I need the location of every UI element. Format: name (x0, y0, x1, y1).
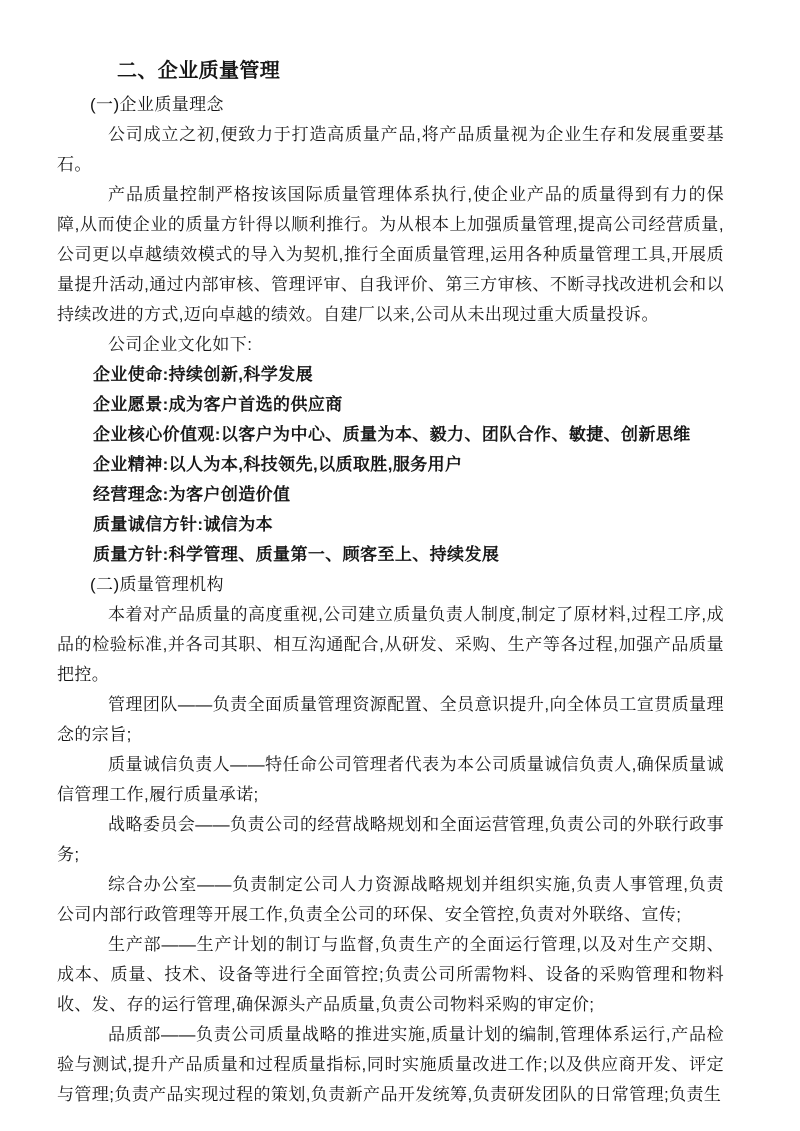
document-title: 二、企业质量管理 (117, 60, 281, 82)
paragraph: 产品质量控制严格按该国际质量管理体系执行,使企业产品的质量得到有力的保障,从而使企业的质量方针得以顺利推行。为从根本上加强质量管理,提高公司经营质量,公司更以卓越绩效模式的导入为契机,推行全面质量管理,运用各种质量管理工具,开展质量提升活动,通过内部审核、管理评审、自我评价、第三方审核、不断寻找改进机会和以持续改进的方式,迈向卓越的绩效。自建厂以来,公司从未出现过重大质量投诉。 (57, 185, 724, 324)
culture-value-line: 企业精神:以人为本,科技领先,以质取胜,服务用户 (93, 455, 463, 474)
paragraph: 战略委员会——负责公司的经营战略规划和全面运营管理,负责公司的外联行政事务; (57, 815, 724, 864)
culture-value-line: 企业使命:持续创新,科学发展 (93, 365, 313, 384)
section-heading: (一)企业质量理念 (90, 95, 224, 114)
paragraph: 本着对产品质量的高度重视,公司建立质量负责人制度,制定了原材料,过程工序,成品的检验标准,并各司其职、相互沟通配合,从研发、采购、生产等各过程,加强产品质量把控。 (57, 605, 724, 684)
paragraph: 生产部——生产计划的制订与监督,负责生产的全面运行管理,以及对生产交期、成本、质量、技术、设备等进行全面管控;负责公司所需物料、设备的采购管理和物料收、发、存的运行管理,确保源头产品质量,负责公司物料采购的审定价; (57, 935, 724, 1014)
culture-value-line: 经营理念:为客户创造价值 (93, 485, 291, 504)
culture-value-line: 质量诚信方针:诚信为本 (93, 515, 274, 534)
paragraph: 管理团队——负责全面质量管理资源配置、全员意识提升,向全体员工宣贯质量理念的宗旨; (57, 695, 724, 744)
paragraph: 品质部——负责公司质量战略的推进实施,质量计划的编制,管理体系运行,产品检验与测试,提升产品质量和过程质量指标,同时实施质量改进工作;以及供应商开发、评定与管理;负责产品实现过程的策划,负责新产品开发统筹,负责研发团队的日常管理;负责生 (57, 1025, 724, 1104)
culture-value-line: 质量方针:科学管理、质量第一、顾客至上、持续发展 (93, 545, 500, 564)
culture-value-line: 企业核心价值观:以客户为中心、质量为本、毅力、团队合作、敏捷、创新思维 (93, 425, 691, 444)
culture-value-line: 企业愿景:成为客户首选的供应商 (93, 395, 343, 414)
paragraph: 公司企业文化如下: (108, 335, 253, 354)
paragraph: 质量诚信负责人——特任命公司管理者代表为本公司质量诚信负责人,确保质量诚信管理工作,履行质量承诺; (57, 755, 724, 804)
paragraph: 综合办公室——负责制定公司人力资源战略规划并组织实施,负责人事管理,负责公司内部行政管理等开展工作,负责全公司的环保、安全管控,负责对外联络、宣传; (57, 875, 724, 924)
section-heading: (二)质量管理机构 (90, 575, 224, 594)
paragraph: 公司成立之初,便致力于打造高质量产品,将产品质量视为企业生存和发展重要基石。 (57, 125, 724, 174)
